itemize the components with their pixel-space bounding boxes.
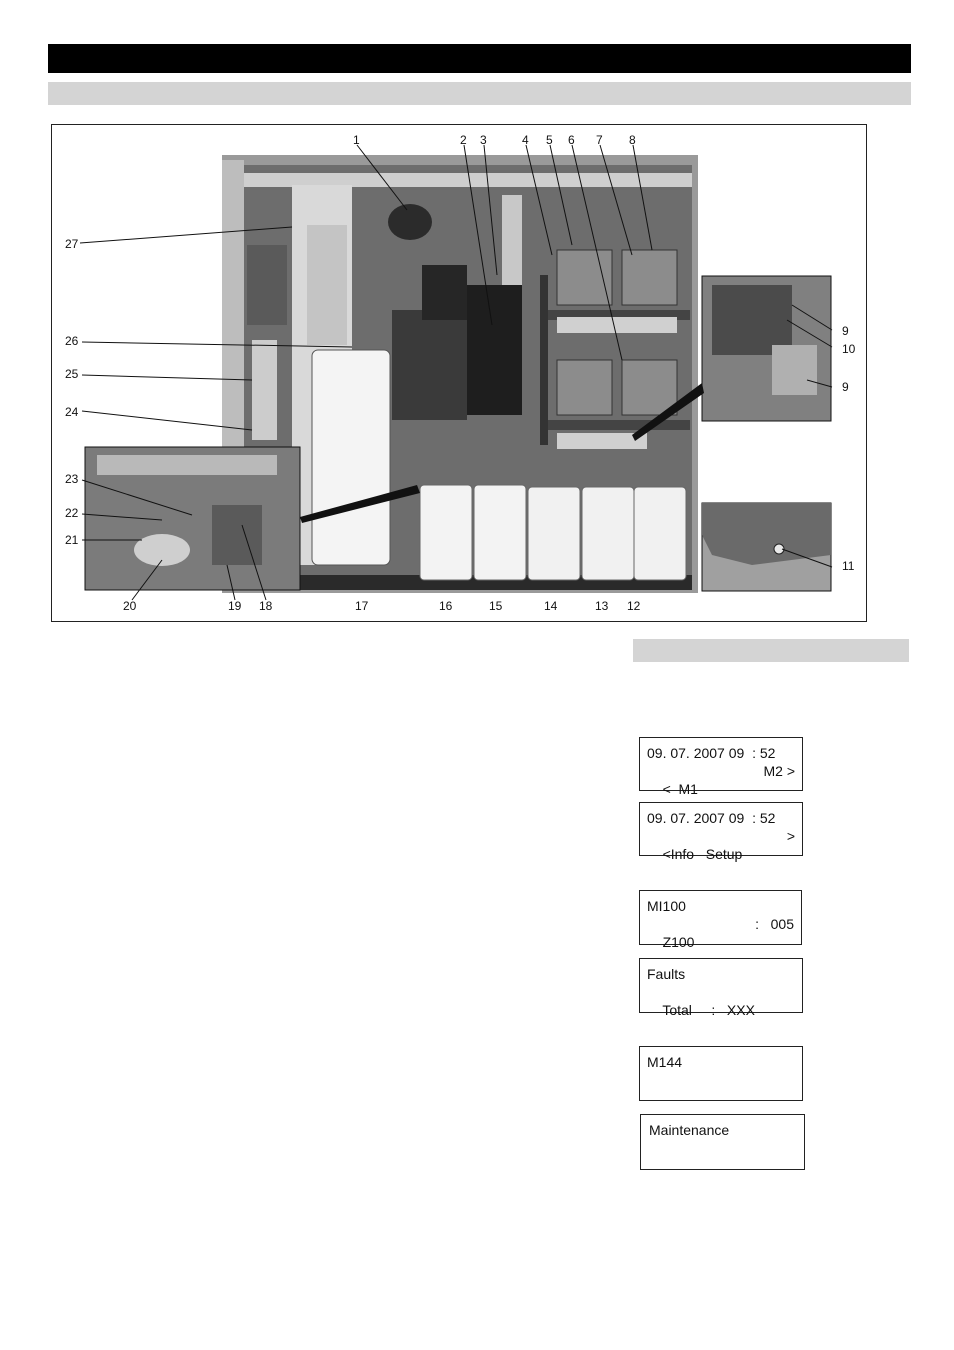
callout-4: 4 bbox=[522, 133, 529, 147]
callout-7: 7 bbox=[596, 133, 603, 147]
display-line-2-left: Total : XXX bbox=[662, 1002, 755, 1018]
display-line-2-right: : 005 bbox=[755, 916, 794, 932]
callout-23: 23 bbox=[65, 472, 79, 486]
display-mi100 bbox=[639, 890, 802, 950]
machine-photo-illustration bbox=[52, 125, 868, 623]
display-line-1: 09. 07. 2007 09 : 52 bbox=[647, 810, 776, 826]
callout-26: 26 bbox=[65, 334, 79, 348]
display-line-2-left: Z100 bbox=[662, 934, 695, 950]
display-maintenance bbox=[640, 1114, 805, 1170]
display-date-m1-m2 bbox=[639, 737, 803, 797]
callout-6: 6 bbox=[568, 133, 575, 147]
callout-13: 13 bbox=[595, 599, 609, 613]
display-line-2 bbox=[647, 762, 795, 797]
callout-21: 21 bbox=[65, 533, 79, 547]
display-line-2 bbox=[647, 1071, 795, 1089]
callout-1: 1 bbox=[353, 133, 360, 147]
subsection-header-bar bbox=[48, 82, 911, 105]
callout-11: 11 bbox=[842, 559, 855, 573]
display-line-2 bbox=[649, 1139, 797, 1157]
callout-15: 15 bbox=[489, 599, 503, 613]
display-line-1: Maintenance bbox=[649, 1122, 730, 1138]
display-line-2-right: > bbox=[786, 828, 795, 844]
callout-16: 16 bbox=[439, 599, 453, 613]
callout-18: 18 bbox=[259, 599, 273, 613]
display-date-info-setup bbox=[639, 802, 803, 862]
callout-2: 2 bbox=[460, 133, 467, 147]
display-line-1: MI100 bbox=[647, 898, 686, 914]
display-line-2-right: M2 > bbox=[763, 763, 795, 779]
section-header-bar bbox=[48, 44, 911, 73]
display-line-1: M144 bbox=[647, 1054, 683, 1070]
display-line-2 bbox=[647, 827, 795, 862]
callout-25: 25 bbox=[65, 367, 79, 381]
display-line-2-left: < M1 bbox=[662, 781, 698, 797]
display-line-2 bbox=[647, 983, 795, 1018]
callout-8: 8 bbox=[629, 133, 636, 147]
callout-5: 5 bbox=[546, 133, 553, 147]
machine-photo-figure bbox=[51, 124, 867, 622]
callout-14: 14 bbox=[544, 599, 558, 613]
callout-20: 20 bbox=[123, 599, 137, 613]
callout-3: 3 bbox=[480, 133, 487, 147]
callout-10: 10 bbox=[842, 342, 856, 356]
callout-27: 27 bbox=[65, 237, 79, 251]
callout-24: 24 bbox=[65, 405, 79, 419]
callout-12: 12 bbox=[627, 599, 641, 613]
display-line-1: Faults bbox=[647, 966, 686, 982]
display-line-2 bbox=[647, 915, 794, 950]
callout-22: 22 bbox=[65, 506, 79, 520]
display-line-2-left: <Info Setup bbox=[662, 846, 743, 862]
callout-19: 19 bbox=[228, 599, 242, 613]
side-section-header-bar bbox=[633, 639, 909, 662]
display-m144 bbox=[639, 1046, 803, 1101]
callout-9-lower: 9 bbox=[842, 380, 849, 394]
display-faults bbox=[639, 958, 803, 1018]
callout-17: 17 bbox=[355, 599, 369, 613]
callout-9-upper: 9 bbox=[842, 324, 849, 338]
display-line-1: 09. 07. 2007 09 : 52 bbox=[647, 745, 776, 761]
